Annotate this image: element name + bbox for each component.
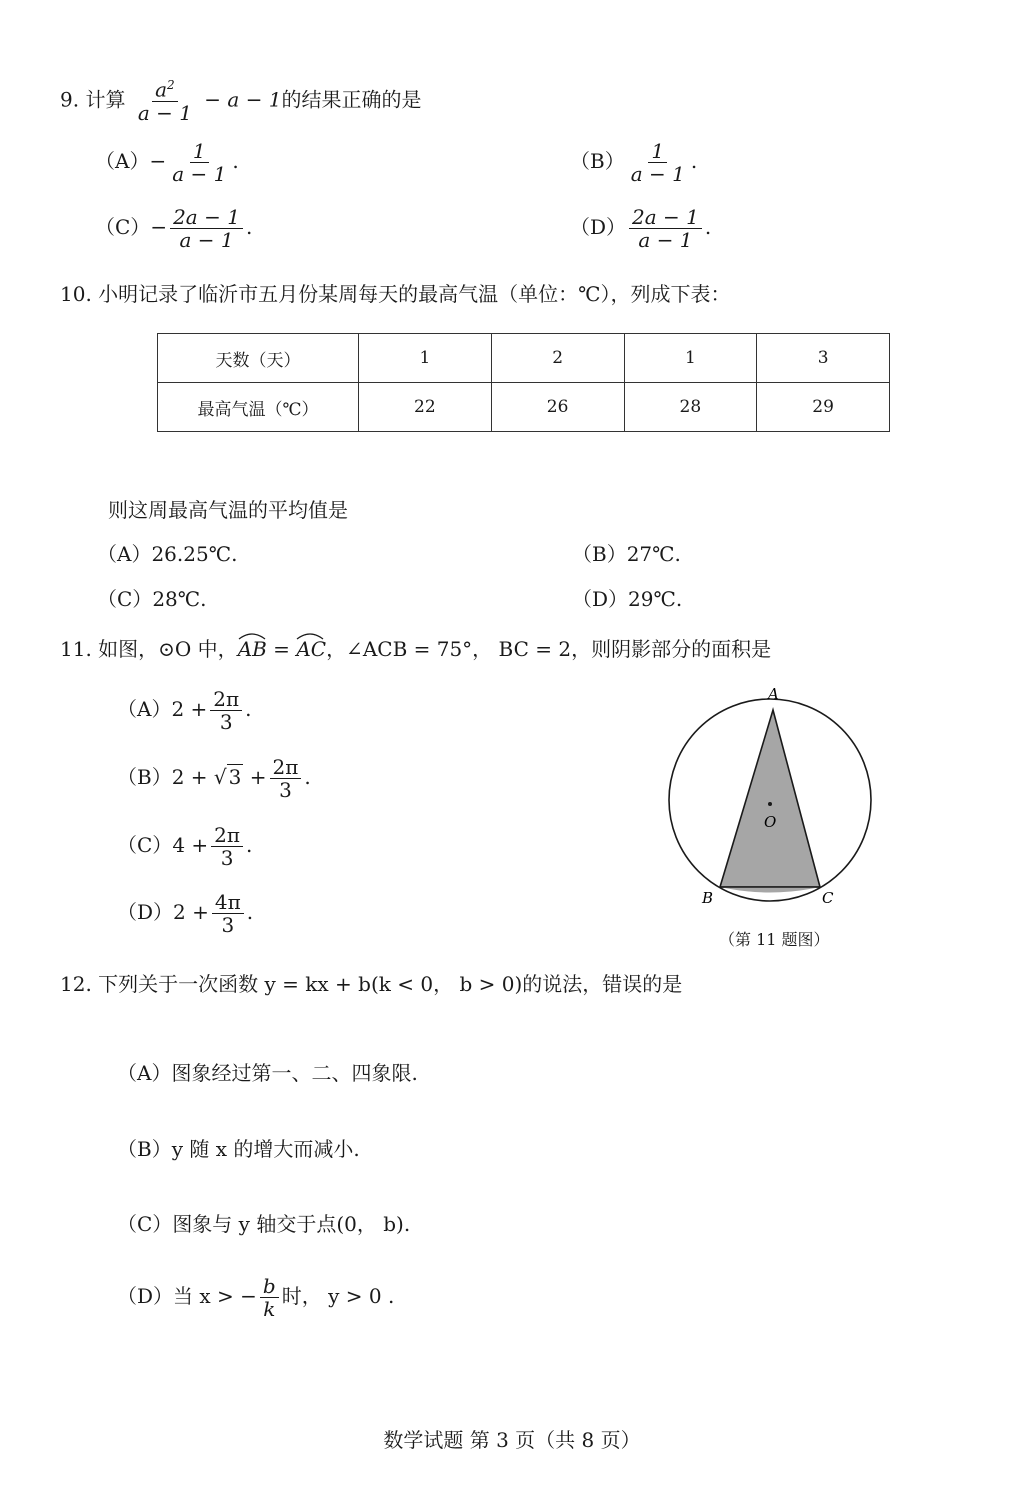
- q11-option-b[interactable]: （B）2 + √ 3 + $\frac{2\pi}{3}$ .: [117, 755, 311, 802]
- question-9-stem: 9. 计算 $\frac{a^2}{a - 1}$ − a − 1的结果正确的是: [60, 77, 422, 125]
- page-footer: 数学试题 第 3 页（共 8 页）: [383, 1428, 641, 1452]
- q12-option-d[interactable]: （D）当 x > − $\frac{b}{k}$ 时， y > 0 .: [117, 1274, 395, 1321]
- q10-option-c[interactable]: （C）28℃.: [97, 587, 207, 611]
- table-cell: 29: [757, 383, 890, 432]
- question-11-stem: 11. 如图，⊙O 中， AB = AC，∠ACB = 75°， BC = 2，则阴影部分的面积是: [60, 633, 771, 662]
- arc-ac: AC: [296, 637, 326, 661]
- fraction: $\frac{a^2}{a - 1}$: [137, 77, 192, 125]
- table-cell: 3: [757, 334, 890, 383]
- q11-option-c[interactable]: （C）4 + $\frac{2\pi}{3}$ .: [117, 823, 253, 870]
- shaded-segment: [720, 887, 820, 893]
- question-10-prompt: 则这周最高气温的平均值是: [108, 498, 348, 522]
- table-header-cell: 天数（天）: [158, 334, 359, 383]
- q12-option-a[interactable]: （A）图象经过第一、二、四象限.: [117, 1061, 418, 1085]
- question-number: 9.: [60, 87, 80, 112]
- q9-option-c[interactable]: （C）− $\frac{2a - 1}{a - 1}$ .: [95, 205, 253, 252]
- shaded-triangle: [720, 710, 820, 887]
- q12-option-c[interactable]: （C）图象与 y 轴交于点(0， b).: [117, 1212, 411, 1236]
- table-row: [158, 383, 890, 432]
- q9-option-d[interactable]: （D） $\frac{2a - 1}{a - 1}$ .: [570, 205, 712, 252]
- label-b: B: [702, 889, 714, 907]
- q12-option-b[interactable]: （B）y 随 x 的增大而减小.: [117, 1137, 360, 1161]
- table-cell: 26: [491, 383, 624, 432]
- label-o: O: [764, 813, 777, 831]
- center-o-dot: [768, 802, 772, 806]
- table-header-cell: 最高气温（℃）: [158, 383, 359, 432]
- question-number: 12.: [60, 972, 92, 996]
- q9-option-b[interactable]: （B） $\frac{1}{a - 1}$ .: [570, 139, 698, 186]
- temperature-table: [157, 333, 890, 432]
- question-number: 10.: [60, 282, 92, 306]
- q9-option-a[interactable]: （A）− $\frac{1}{a - 1}$ .: [95, 139, 239, 186]
- arc-ab: AB: [238, 637, 267, 661]
- question-10-stem: 10. 小明记录了临沂市五月份某周每天的最高气温（单位：℃），列成下表：: [60, 282, 731, 306]
- label-a: A: [768, 685, 779, 703]
- figure-11-diagram: [660, 680, 900, 920]
- q10-option-d[interactable]: （D）29℃.: [572, 587, 683, 611]
- label-c: C: [822, 889, 834, 907]
- table-cell: 28: [624, 383, 757, 432]
- q10-option-b[interactable]: （B）27℃.: [572, 542, 681, 566]
- question-number: 11.: [60, 637, 92, 661]
- table-cell: 1: [624, 334, 757, 383]
- table-cell: 22: [359, 383, 492, 432]
- q11-option-d[interactable]: （D）2 + $\frac{4\pi}{3}$ .: [117, 890, 254, 937]
- table-cell: 1: [359, 334, 492, 383]
- q10-option-a[interactable]: （A）26.25℃.: [97, 542, 238, 566]
- table-row: [158, 334, 890, 383]
- table-cell: 2: [491, 334, 624, 383]
- figure-caption: （第 11 题图）: [719, 930, 830, 949]
- q11-option-a[interactable]: （A）2 + $\frac{2\pi}{3}$ .: [117, 687, 252, 734]
- question-12-stem: 12. 下列关于一次函数 y = kx + b(k < 0， b > 0)的说法，错误的是: [60, 972, 683, 996]
